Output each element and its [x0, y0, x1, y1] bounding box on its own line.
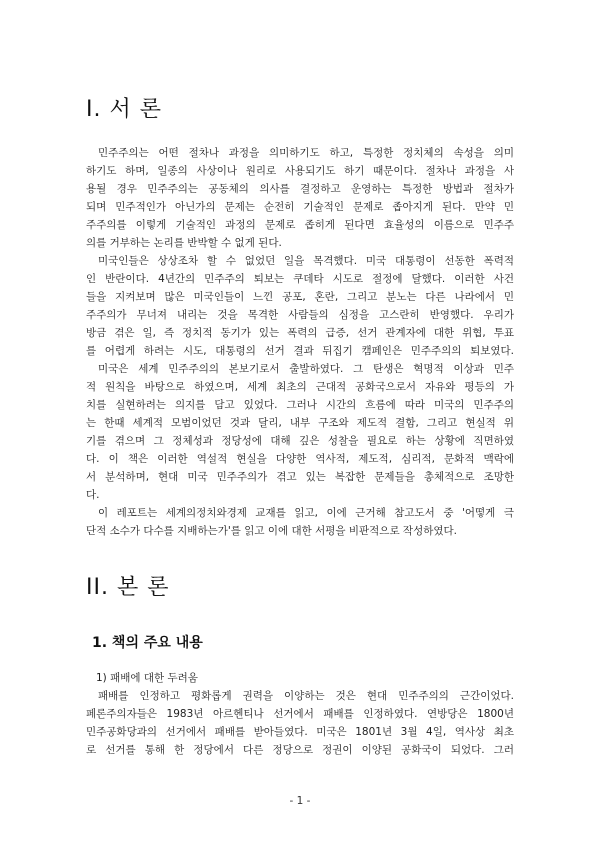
- paragraph-line: 하기도 하며, 일종의 사상이나 원리로 사용되기도 하기 때문이다. 절차나 과정을 사: [86, 165, 514, 177]
- paragraph-line: 미국은 세계 민주주의의 본보기로서 출발하였다. 그 탄생은 혁명적 이상과 민주: [98, 363, 514, 375]
- paragraph-line: 민주공화당과의 선거에서 패배를 받아들였다. 미국은 1801년 3월 4일, 역사상 최초: [86, 726, 514, 738]
- sub-item-heading: 1) 패배에 대한 두려움: [96, 672, 198, 684]
- paragraph-line: 기를 겪으며 그 정체성과 정당성에 대해 깊은 성찰을 필요로 하는 상황에 직면하였: [86, 435, 514, 447]
- paragraph-line: 다. 이 책은 이러한 역설적 현실을 다양한 역사적, 제도적, 심리적, 문화적 맥락에: [86, 453, 514, 465]
- paragraph-line: 주주의를 이렇게 기술적인 과정의 문제로 좁히게 된다면 효율성의 이름으로 민주주: [86, 219, 514, 231]
- page-number: - 1 -: [289, 795, 311, 807]
- paragraph-line: 이 레포트는 세계의정치와경제 교재를 읽고, 이에 근거해 참고도서 중 '어떻게 극: [98, 507, 514, 519]
- paragraph-line: 미국인들은 상상조차 할 수 없었던 일을 목격했다. 미국 대통령이 선동한 폭력적: [98, 255, 514, 267]
- body-heading: II. 본 론: [86, 575, 170, 600]
- paragraph-line: 패배를 인정하고 평화롭게 권력을 이양하는 것은 현대 민주주의의 근간이었다.: [98, 690, 514, 702]
- paragraph-line: 다.: [86, 489, 100, 501]
- paragraph-line: 들을 지켜보며 많은 미국인들이 느낀 공포, 혼란, 그리고 분노는 다른 나라에서 민: [86, 291, 514, 303]
- paragraph-line: 로 선거를 통해 한 정당에서 다른 정당으로 정권이 이양된 공화국이 되었다. 그러: [86, 744, 514, 756]
- paragraph-line: 를 어렵게 하려는 시도, 대통령의 선거 결과 뒤집기 캠페인은 민주주의의 퇴보였다.: [86, 345, 514, 357]
- paragraph-line: 용될 경우 민주주의는 공동체의 의사를 결정하고 운영하는 특정한 방법과 절차가: [86, 183, 514, 195]
- paragraph-line: 단적 소수가 다수를 지배하는가'를 읽고 이에 대한 서평을 비판적으로 작성하였다.: [86, 525, 457, 537]
- paragraph-line: 의를 거부하는 논리를 반박할 수 없게 된다.: [86, 237, 282, 249]
- paragraph-line: 민주주의는 어떤 절차나 과정을 의미하기도 하고, 특정한 정치체의 속성을 의미: [98, 147, 514, 159]
- paragraph-line: 적 원칙을 바탕으로 하였으며, 세계 최초의 근대적 공화국으로서 자유와 평등의 가: [86, 381, 514, 393]
- intro-heading: I. 서 론: [86, 97, 162, 122]
- paragraph-line: 서 분석하며, 현대 미국 민주주의가 겪고 있는 복잡한 문제들을 총체적으로 조망한: [86, 471, 514, 483]
- paragraph-line: 페론주의자들은 1983년 아르헨티나 선거에서 패배를 인정하였다. 연방당은 1800년: [86, 708, 514, 720]
- paragraph-line: 방금 겪은 일, 즉 정치적 동기가 있는 폭력의 급증, 선거 관계자에 대한 위협, 투표: [86, 327, 514, 339]
- subsection-heading: 1. 책의 주요 내용: [92, 635, 203, 651]
- paragraph-line: 인 반란이다. 4년간의 민주주의 퇴보는 쿠데타 시도로 절정에 달했다. 이러한 사건: [86, 273, 514, 285]
- paragraph-line: 되며 민주적인가 아닌가의 문제는 순전히 기술적인 문제로 좁아지게 된다. 만약 민: [86, 201, 514, 213]
- paragraph-line: 치를 실현하려는 의지를 담고 있었다. 그러나 시간의 흐름에 따라 미국의 민주주의: [86, 399, 514, 411]
- paragraph-line: 는 한때 세계적 모범이었던 것과 달리, 내부 구조와 제도적 결함, 그리고 현실적 위: [86, 417, 514, 429]
- paragraph-line: 주주의가 무너져 내리는 것을 목격한 사람들의 심정을 고스란히 반영했다. 우리가: [86, 309, 514, 321]
